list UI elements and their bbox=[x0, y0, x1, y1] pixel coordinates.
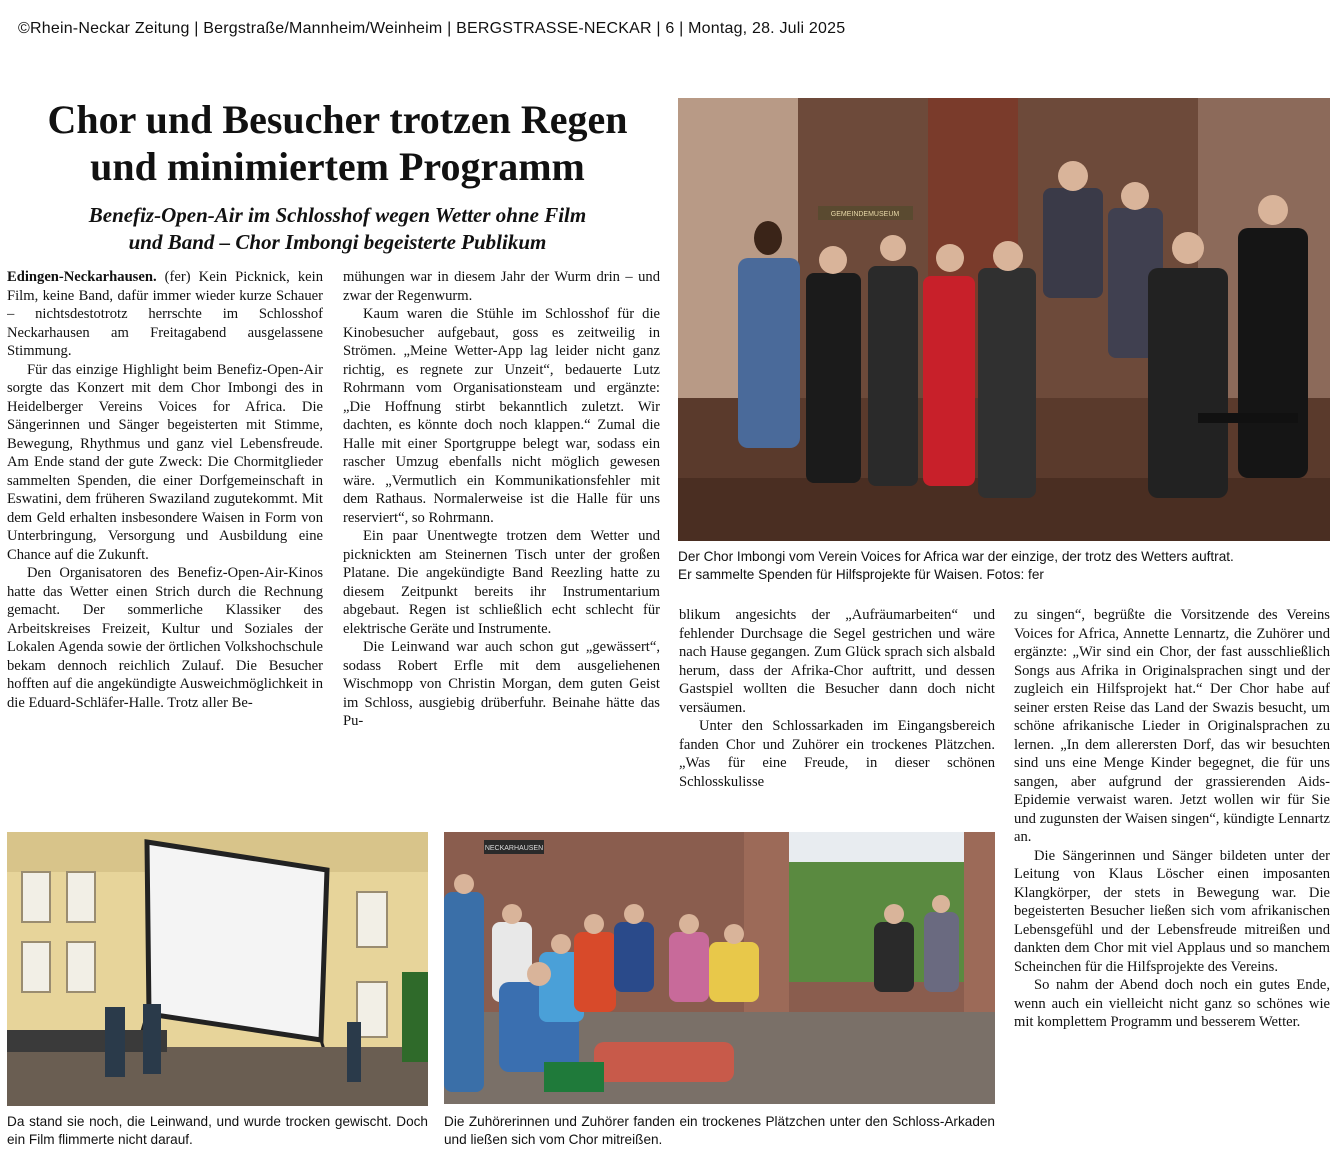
paragraph: blikum angesichts der „Aufräumarbeiten“ und fehlender Durchsage die Segel gestrichen und wäre nach Hause gegangen. Zum Glück sprach sich alsbald herum, dass der Afrika-Chor auftritt, und dessen Gastspiel wollten die Besucher dann doch nicht versäumen. bbox=[679, 607, 995, 716]
audience-photo-caption: Die Zuhörerinnen und Zuhörer fanden ein trockenes Plätzchen unter den Schloss-Arkaden und ließen sich vom Chor mitreißen. bbox=[444, 1114, 995, 1147]
paragraph: Ein paar Unentwegte trotzen dem Wetter und picknickten am Steinernen Tisch unter der großen Platane. Die angekündigte Band Reezling hatte zu diesem Zeitpunkt bereits ihr Instrumentarium abgebaut. Regen ist schließlich echt schlecht für elektrische Geräte und Instrumente. bbox=[343, 528, 660, 637]
paragraph: Edingen-Neckarhausen. (fer) Kein Picknick, kein Film, keine Band, dafür immer wieder kurze Schauer – nichtsdestotrotz herrschte im Schlosshof Neckarhausen am Freitagabend ausgelassene Stimmung. bbox=[7, 269, 323, 359]
paragraph: Kaum waren die Stühle im Schlosshof für die Kinobesucher aufgebaut, goss es zeitweilig in Strömen. „Meine Wetter-App lag leider nicht ganz richtig, es regnete zur Unzeit“, bedauerte Lutz Rohrmann vom Organisationsteam und ergänzte: „Die Hoffnung stirbt bekanntlich zuletzt. Wir dachten, es könnte doch noch klappen.“ Zumal die Halle mit einer Sportgruppe belegt war, sodass ein rascher Umzug ebenfalls nicht möglich gewesen wäre. „Vermutlich ein Kommunikationsfehler mit dem Rathaus. Normalerweise ist die Halle für uns reserviert“, so Rohrmann. bbox=[343, 306, 660, 526]
building-sign: NECKARHAUSEN bbox=[484, 845, 544, 852]
dateline: Edingen-Neckarhausen. bbox=[7, 269, 157, 285]
paragraph: So nahm der Abend doch noch ein gutes Ende, wenn auch ein vielleicht nicht ganz so schönes wie mit komplettem Programm und besserem Wetter. bbox=[1014, 977, 1330, 1030]
choir-photo bbox=[678, 98, 1330, 541]
audience-photo bbox=[444, 832, 995, 1104]
paragraph: Für das einzige Highlight beim Benefiz-Open-Air sorgte das Konzert mit dem Chor Imbongi des in Heidelberger Vereins Voices for Africa. Die Sängerinnen und Sänger begeisterten mit Stimme, Bewegung, Rhythmus und ganz viel Lebensfreude. Am Ende stand der gute Zweck: Die Chormitglieder sammelten Spenden, die einer Dorfgemeinschaft in Eswatini, dem früheren Swaziland zugutekommt. Mit dem Geld erhalten insbesondere Waisen in Form von Unterbringung, Versorgung und Ausbildung eine Chance auf die Zukunft. bbox=[7, 361, 323, 563]
paragraph: zu singen“, begrüßte die Vorsitzende des Vereins Voices for Africa, Annette Lennartz, die Zuhörer und ergänzte: „Wir sind ein Chor, der fast ausschließlich Songs aus Afrika in Originalsprachen singt und der zugleich ein Hilfsprojekt hat.“ Der Chor habe auf seiner ersten Reise das Land der Swazis besucht, um schöne afrikanische Lieder in Originalsprachen zu lernen. „In dem allerersten Dorf, das wir besuchten sind uns eine Menge Kinder begegnet, die für uns sangen, aber aufgrund der grassierenden Aids-Epidemie verwaist waren. Jetzt wollen wir für Sie und zugunsten der Waisen singen“, kündigte Lennartz an. bbox=[1014, 607, 1330, 845]
article-column-2 bbox=[343, 268, 660, 816]
paragraph: Die Sängerinnen und Sänger bildeten unter der Leitung von Klaus Löscher einen imposanten Klangkörper, der stets in Bewegung war. Die begeisterten Besucher ließen sich vom afrikanischen Lebensgefühl und der Lebensfreude mitreißen und dankten dem Chor mit viel Applaus und so manchem Scheinchen für die Hilfsprojekte des Vereins. bbox=[1014, 847, 1330, 975]
article-title-line-2: und minimiertem Programm bbox=[90, 144, 585, 189]
article-title-line-1: Chor und Besucher trotzen Regen bbox=[47, 97, 628, 142]
article-subtitle bbox=[10, 202, 665, 256]
paragraph: Die Leinwand war auch schon gut „gewässert“, sodass Robert Erfle mit dem ausgeliehenen Wischmopp von Christin Morgan, dem guten Geist im Schloss, ausgiebig drüberfuhr. Beinahe hätte das Pu- bbox=[343, 639, 660, 729]
article-title bbox=[10, 96, 665, 190]
publication-header: ©Rhein-Neckar Zeitung | Bergstraße/Mannheim/Weinheim | BERGSTRASSE-NECKAR | 6 | Montag, 28. Juli 2025 bbox=[18, 20, 846, 37]
paragraph: Unter den Schlossarkaden im Eingangsbereich fanden Chor und Zuhörer ein trockenes Plätzchen. „Was für eine Freude, in dieser schönen Schlosskulisse bbox=[679, 718, 995, 790]
article-column-1 bbox=[7, 268, 323, 796]
article-column-3 bbox=[679, 606, 995, 818]
article-subtitle-line-1: Benefiz-Open-Air im Schlosshof wegen Wetter ohne Film bbox=[88, 203, 587, 227]
paragraph: mühungen war in diesem Jahr der Wurm drin – und zwar der Regenwurm. bbox=[343, 269, 660, 304]
article-subtitle-line-2: und Band – Chor Imbongi begeisterte Publikum bbox=[128, 230, 547, 254]
choir-photo-caption: Der Chor Imbongi vom Verein Voices for Africa war der einzige, der trotz des Wetters auftrat. Er sammelte Spenden für Hilfsprojekte für Waisen. Fotos: fer bbox=[678, 549, 1234, 582]
paragraph: Den Organisatoren des Benefiz-Open-Air-Kinos hatte das Wetter einen Strich durch die Rechnung gemacht. Der sommerliche Klassiker des Arbeitskreises Freizeit, Kultur und Soziales der Lokalen Agenda sowie der örtlichen Volkshochschule bekam dennoch reichlich Zulauf. Die Besucher hofften auf die angekündigte Ausweichmöglichkeit in die Eduard-Schläfer-Halle. Trotz aller Be- bbox=[7, 565, 323, 711]
museum-sign: GEMEINDEMUSEUM bbox=[830, 211, 900, 218]
screen-photo bbox=[7, 832, 428, 1106]
screen-photo-caption: Da stand sie noch, die Leinwand, und wurde trocken gewischt. Doch ein Film flimmerte nicht darauf. bbox=[7, 1114, 428, 1147]
article-column-4 bbox=[1014, 606, 1330, 1156]
